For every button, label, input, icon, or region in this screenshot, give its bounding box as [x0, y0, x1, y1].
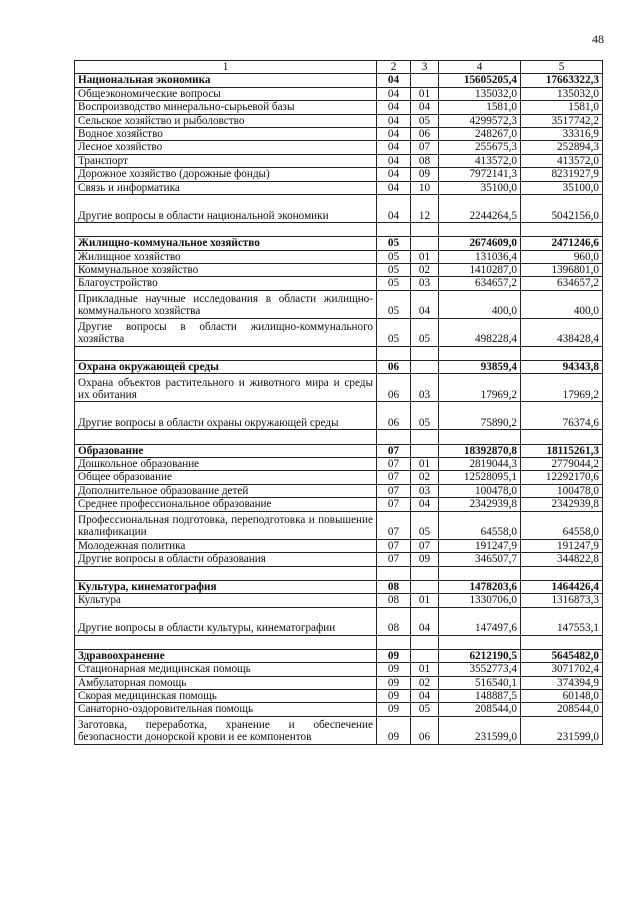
row-name: Скорая медицинская помощь [75, 689, 377, 702]
row-subsection-code [411, 580, 439, 593]
row-section-code: 07 [377, 553, 411, 566]
empty-cell [439, 430, 521, 444]
row-section-code: 06 [377, 402, 411, 430]
empty-cell [377, 223, 411, 237]
row-value-year1: 208544,0 [439, 703, 521, 716]
row-value-year2: 18115261,3 [521, 444, 603, 457]
header-col-5: 5 [521, 61, 603, 74]
table-row [75, 553, 603, 566]
row-name: Культура [75, 594, 377, 607]
row-value-year1: 231599,0 [439, 716, 521, 744]
table-row [75, 511, 603, 539]
row-section-code: 04 [377, 195, 411, 223]
row-value-year2: 634657,2 [521, 277, 603, 290]
row-name: Другие вопросы в области охраны окружающей среды [75, 402, 377, 430]
row-value-year2: 135032,0 [521, 87, 603, 100]
table-row [75, 318, 603, 346]
table-row [75, 458, 603, 471]
row-value-year1: 413572,0 [439, 154, 521, 167]
row-subsection-code: 04 [411, 498, 439, 511]
row-name: Общее образование [75, 471, 377, 484]
row-value-year2: 5042156,0 [521, 195, 603, 223]
row-section-code: 04 [377, 114, 411, 127]
row-name: Коммунальное хозяйство [75, 264, 377, 277]
row-subsection-code [411, 74, 439, 87]
row-name: Воспроизводство минерально-сырьевой базы [75, 101, 377, 114]
empty-cell [439, 223, 521, 237]
spacer-row [75, 346, 603, 360]
row-value-year2: 344822,8 [521, 553, 603, 566]
table-row [75, 374, 603, 402]
row-section-code: 09 [377, 716, 411, 744]
row-subsection-code: 07 [411, 539, 439, 552]
empty-cell [521, 430, 603, 444]
row-subsection-code: 10 [411, 181, 439, 194]
table-header-row [75, 61, 603, 74]
budget-table-body [75, 61, 603, 745]
row-name: Благоустройство [75, 277, 377, 290]
row-name: Охрана окружающей среды [75, 361, 377, 374]
row-subsection-code: 01 [411, 594, 439, 607]
table-row [75, 716, 603, 744]
row-section-code: 04 [377, 128, 411, 141]
row-section-code: 07 [377, 539, 411, 552]
row-section-code: 04 [377, 154, 411, 167]
row-value-year2: 1316873,3 [521, 594, 603, 607]
table-row [75, 141, 603, 154]
row-value-year1: 4299572,3 [439, 114, 521, 127]
section-row [75, 444, 603, 457]
row-value-year1: 346507,7 [439, 553, 521, 566]
row-name: Сельское хозяйство и рыболовство [75, 114, 377, 127]
table-row [75, 676, 603, 689]
row-value-year2: 2779044,2 [521, 458, 603, 471]
empty-cell [439, 635, 521, 649]
row-subsection-code [411, 444, 439, 457]
row-value-year2: 60148,0 [521, 689, 603, 702]
row-value-year1: 400,0 [439, 290, 521, 318]
row-section-code: 08 [377, 580, 411, 593]
row-value-year2: 35100,0 [521, 181, 603, 194]
table-row [75, 539, 603, 552]
row-value-year1: 2342939,8 [439, 498, 521, 511]
empty-cell [411, 635, 439, 649]
row-subsection-code [411, 361, 439, 374]
row-value-year1: 634657,2 [439, 277, 521, 290]
empty-cell [521, 566, 603, 580]
section-row [75, 361, 603, 374]
row-value-year2: 960,0 [521, 250, 603, 263]
row-value-year1: 100478,0 [439, 484, 521, 497]
row-value-year1: 2674609,0 [439, 237, 521, 250]
header-col-1: 1 [75, 61, 377, 74]
row-value-year1: 64558,0 [439, 511, 521, 539]
row-value-year2: 3071702,4 [521, 663, 603, 676]
section-row [75, 580, 603, 593]
row-name: Связь и информатика [75, 181, 377, 194]
table-row [75, 114, 603, 127]
row-name: Лесное хозяйство [75, 141, 377, 154]
empty-cell [377, 635, 411, 649]
row-subsection-code: 01 [411, 250, 439, 263]
empty-cell [75, 346, 377, 360]
row-name: Санаторно-оздоровительная помощь [75, 703, 377, 716]
row-value-year2: 76374,6 [521, 402, 603, 430]
empty-cell [439, 566, 521, 580]
row-value-year2: 252894,3 [521, 141, 603, 154]
row-value-year1: 75890,2 [439, 402, 521, 430]
row-name: Дополнительное образование детей [75, 484, 377, 497]
row-name: Другие вопросы в области образования [75, 553, 377, 566]
empty-cell [377, 346, 411, 360]
row-value-year1: 148887,5 [439, 689, 521, 702]
row-subsection-code: 04 [411, 689, 439, 702]
row-section-code: 08 [377, 594, 411, 607]
row-value-year2: 64558,0 [521, 511, 603, 539]
row-value-year2: 5645482,0 [521, 649, 603, 662]
row-subsection-code: 08 [411, 154, 439, 167]
table-row [75, 250, 603, 263]
row-value-year2: 17663322,3 [521, 74, 603, 87]
header-col-2: 2 [377, 61, 411, 74]
row-section-code: 07 [377, 458, 411, 471]
row-subsection-code: 02 [411, 471, 439, 484]
row-subsection-code [411, 649, 439, 662]
table-row [75, 402, 603, 430]
table-row [75, 277, 603, 290]
row-subsection-code: 06 [411, 716, 439, 744]
spacer-row [75, 223, 603, 237]
spacer-row [75, 430, 603, 444]
empty-cell [75, 223, 377, 237]
row-value-year1: 516540,1 [439, 676, 521, 689]
empty-cell [411, 566, 439, 580]
empty-cell [521, 635, 603, 649]
row-value-year2: 413572,0 [521, 154, 603, 167]
row-value-year1: 6212190,5 [439, 649, 521, 662]
table-row [75, 703, 603, 716]
row-value-year1: 147497,6 [439, 607, 521, 635]
row-value-year1: 498228,4 [439, 318, 521, 346]
table-row [75, 290, 603, 318]
row-section-code: 04 [377, 87, 411, 100]
row-subsection-code: 03 [411, 484, 439, 497]
row-value-year1: 93859,4 [439, 361, 521, 374]
empty-cell [377, 430, 411, 444]
table-row [75, 154, 603, 167]
row-value-year2: 208544,0 [521, 703, 603, 716]
empty-cell [411, 223, 439, 237]
row-name: Водное хозяйство [75, 128, 377, 141]
row-value-year2: 438428,4 [521, 318, 603, 346]
row-section-code: 04 [377, 101, 411, 114]
row-value-year1: 15605205,4 [439, 74, 521, 87]
row-name: Национальная экономика [75, 74, 377, 87]
table-row [75, 168, 603, 181]
empty-cell [377, 566, 411, 580]
row-name: Стационарная медицинская помощь [75, 663, 377, 676]
row-name: Молодежная политика [75, 539, 377, 552]
row-value-year1: 35100,0 [439, 181, 521, 194]
table-row [75, 663, 603, 676]
row-section-code: 07 [377, 498, 411, 511]
empty-cell [411, 346, 439, 360]
header-col-3: 3 [411, 61, 439, 74]
row-section-code: 07 [377, 471, 411, 484]
row-section-code: 05 [377, 277, 411, 290]
row-name: Жилищно-коммунальное хозяйство [75, 237, 377, 250]
row-subsection-code: 05 [411, 511, 439, 539]
row-name: Образование [75, 444, 377, 457]
empty-cell [411, 430, 439, 444]
row-section-code: 08 [377, 607, 411, 635]
table-row [75, 498, 603, 511]
row-value-year1: 191247,9 [439, 539, 521, 552]
section-row [75, 74, 603, 87]
row-value-year2: 147553,1 [521, 607, 603, 635]
row-value-year1: 18392870,8 [439, 444, 521, 457]
empty-cell [521, 346, 603, 360]
row-section-code: 09 [377, 663, 411, 676]
row-value-year1: 1478203,6 [439, 580, 521, 593]
row-name: Другие вопросы в области культуры, кинематографии [75, 607, 377, 635]
row-section-code: 09 [377, 649, 411, 662]
row-value-year2: 94343,8 [521, 361, 603, 374]
page-number: 48 [592, 32, 604, 46]
section-row [75, 649, 603, 662]
empty-cell [439, 346, 521, 360]
row-name: Здравоохранение [75, 649, 377, 662]
spacer-row [75, 566, 603, 580]
empty-cell [75, 566, 377, 580]
row-subsection-code: 05 [411, 703, 439, 716]
row-section-code: 05 [377, 290, 411, 318]
row-subsection-code: 02 [411, 264, 439, 277]
row-value-year1: 1581,0 [439, 101, 521, 114]
row-name: Транспорт [75, 154, 377, 167]
row-name: Дорожное хозяйство (дорожные фонды) [75, 168, 377, 181]
row-name: Дошкольное образование [75, 458, 377, 471]
row-subsection-code: 07 [411, 141, 439, 154]
table-row [75, 264, 603, 277]
row-value-year1: 255675,3 [439, 141, 521, 154]
row-subsection-code [411, 237, 439, 250]
row-name: Прикладные научные исследования в области жилищно-коммунального хозяйства [75, 290, 377, 318]
row-section-code: 07 [377, 484, 411, 497]
row-name: Заготовка, переработка, хранение и обеспечение безопасности донорской крови и ее компонентов [75, 716, 377, 744]
row-value-year2: 400,0 [521, 290, 603, 318]
row-subsection-code: 04 [411, 101, 439, 114]
empty-cell [75, 430, 377, 444]
table-row [75, 195, 603, 223]
row-name: Другие вопросы в области жилищно-коммунального хозяйства [75, 318, 377, 346]
row-value-year2: 1396801,0 [521, 264, 603, 277]
row-subsection-code: 05 [411, 114, 439, 127]
row-section-code: 09 [377, 689, 411, 702]
row-name: Другие вопросы в области национальной экономики [75, 195, 377, 223]
row-value-year1: 12528095,1 [439, 471, 521, 484]
row-name: Амбулаторная помощь [75, 676, 377, 689]
row-value-year2: 17969,2 [521, 374, 603, 402]
row-subsection-code: 01 [411, 87, 439, 100]
row-subsection-code: 05 [411, 402, 439, 430]
row-value-year2: 12292170,6 [521, 471, 603, 484]
row-value-year1: 1410287,0 [439, 264, 521, 277]
row-subsection-code: 01 [411, 663, 439, 676]
row-section-code: 09 [377, 676, 411, 689]
row-section-code: 06 [377, 361, 411, 374]
row-subsection-code: 04 [411, 607, 439, 635]
row-value-year1: 7972141,3 [439, 168, 521, 181]
row-value-year2: 2342939,8 [521, 498, 603, 511]
row-name: Жилищное хозяйство [75, 250, 377, 263]
row-value-year1: 17969,2 [439, 374, 521, 402]
header-col-4: 4 [439, 61, 521, 74]
table-row [75, 87, 603, 100]
row-value-year2: 1581,0 [521, 101, 603, 114]
row-value-year2: 8231927,9 [521, 168, 603, 181]
row-section-code: 07 [377, 511, 411, 539]
row-section-code: 04 [377, 168, 411, 181]
row-section-code: 05 [377, 250, 411, 263]
row-value-year1: 3552773,4 [439, 663, 521, 676]
budget-table [74, 60, 603, 745]
row-value-year1: 1330706,0 [439, 594, 521, 607]
row-value-year2: 1464426,4 [521, 580, 603, 593]
row-subsection-code: 05 [411, 318, 439, 346]
table-row [75, 181, 603, 194]
row-subsection-code: 03 [411, 277, 439, 290]
table-row [75, 594, 603, 607]
row-value-year2: 100478,0 [521, 484, 603, 497]
table-row [75, 484, 603, 497]
row-section-code: 05 [377, 237, 411, 250]
row-subsection-code: 02 [411, 676, 439, 689]
row-subsection-code: 12 [411, 195, 439, 223]
row-name: Охрана объектов растительного и животного мира и среды их обитания [75, 374, 377, 402]
row-name: Культура, кинематография [75, 580, 377, 593]
row-value-year2: 374394,9 [521, 676, 603, 689]
row-section-code: 04 [377, 181, 411, 194]
row-section-code: 05 [377, 264, 411, 277]
spacer-row [75, 635, 603, 649]
row-name: Общеэкономические вопросы [75, 87, 377, 100]
row-subsection-code: 04 [411, 290, 439, 318]
row-subsection-code: 06 [411, 128, 439, 141]
row-subsection-code: 09 [411, 168, 439, 181]
table-row [75, 471, 603, 484]
row-value-year2: 33316,9 [521, 128, 603, 141]
section-row [75, 237, 603, 250]
row-value-year2: 191247,9 [521, 539, 603, 552]
row-section-code: 07 [377, 444, 411, 457]
row-subsection-code: 09 [411, 553, 439, 566]
row-subsection-code: 03 [411, 374, 439, 402]
row-value-year1: 135032,0 [439, 87, 521, 100]
table-row [75, 101, 603, 114]
row-section-code: 06 [377, 374, 411, 402]
table-row [75, 607, 603, 635]
row-section-code: 05 [377, 318, 411, 346]
row-value-year2: 2471246,6 [521, 237, 603, 250]
table-row [75, 128, 603, 141]
row-value-year1: 131036,4 [439, 250, 521, 263]
row-name: Среднее профессиональное образование [75, 498, 377, 511]
row-section-code: 09 [377, 703, 411, 716]
row-subsection-code: 01 [411, 458, 439, 471]
row-value-year1: 2244264,5 [439, 195, 521, 223]
row-value-year2: 3517742,2 [521, 114, 603, 127]
row-value-year1: 248267,0 [439, 128, 521, 141]
row-name: Профессиональная подготовка, переподготовка и повышение квалификации [75, 511, 377, 539]
table-row [75, 689, 603, 702]
row-section-code: 04 [377, 141, 411, 154]
row-value-year2: 231599,0 [521, 716, 603, 744]
row-section-code: 04 [377, 74, 411, 87]
empty-cell [521, 223, 603, 237]
row-value-year1: 2819044,3 [439, 458, 521, 471]
empty-cell [75, 635, 377, 649]
